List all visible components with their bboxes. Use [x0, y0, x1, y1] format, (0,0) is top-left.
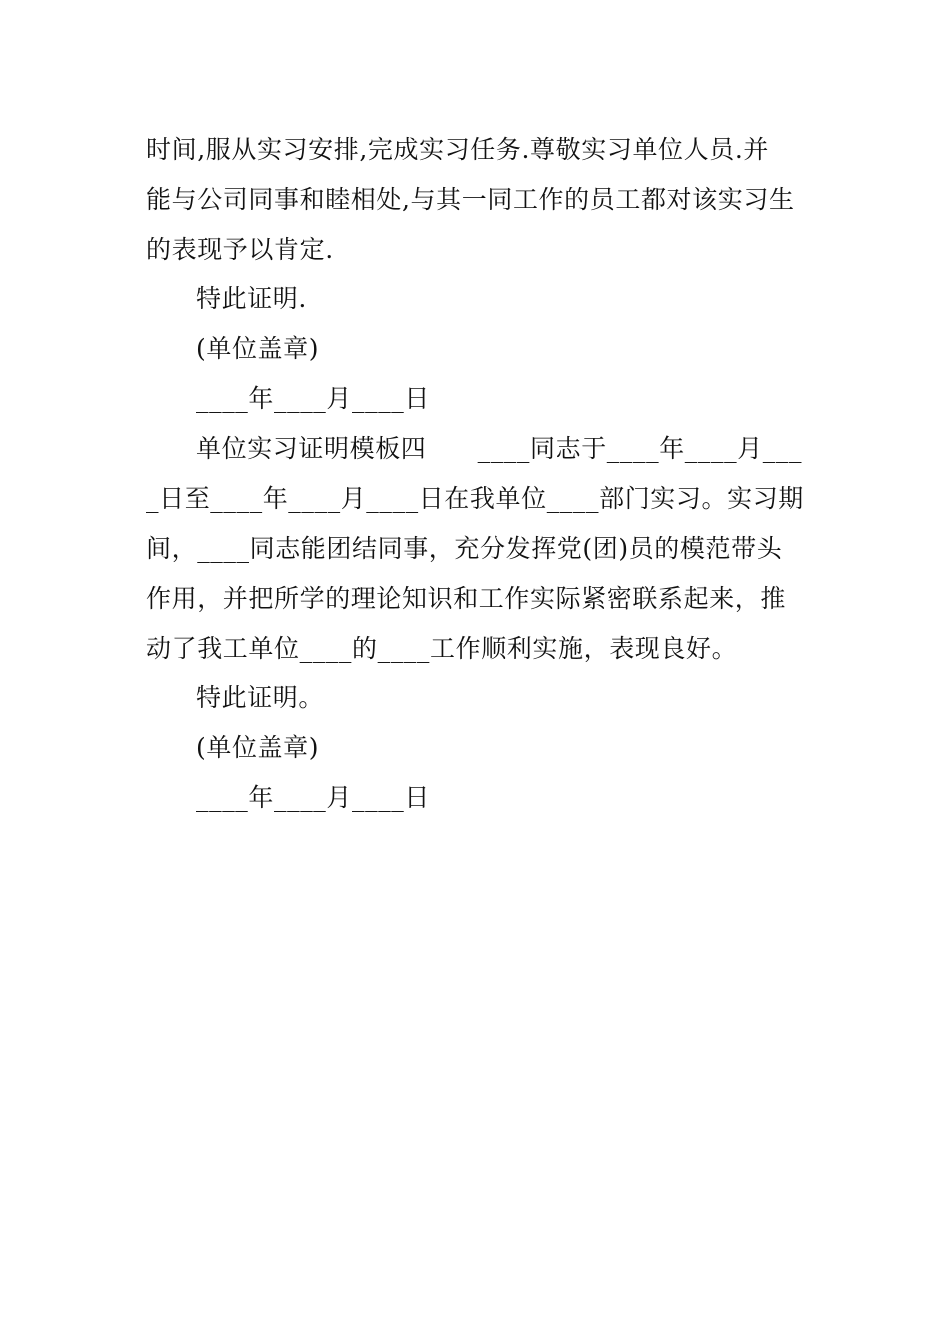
template-title-line: 单位实习证明模板四 ____同志于____年____月___ — [196, 434, 803, 463]
body-text-line: 时间,服从实习安排,完成实习任务.尊敬实习单位人员.并 — [146, 135, 769, 164]
body-text-line: 作用，并把所学的理论知识和工作实际紧密联系起来，推 — [146, 584, 787, 613]
body-text-line: 动了我工单位____的____工作顺利实施，表现良好。 — [146, 634, 738, 663]
date-blank-line: ____年____月____日 — [196, 384, 431, 413]
body-text-line: 间，____同志能团结同事，充分发挥党(团)员的模范带头 — [146, 534, 783, 563]
body-text-line: 的表现予以肯定. — [146, 235, 334, 264]
closing-statement: 特此证明。 — [196, 683, 325, 712]
seal-placeholder: (单位盖章) — [196, 334, 320, 363]
date-blank-line: ____年____月____日 — [196, 783, 431, 812]
body-text-line: _日至____年____月____日在我单位____部门实习。实习期 — [146, 484, 804, 513]
body-text-line: 能与公司同事和睦相处,与其一同工作的员工都对该实习生 — [146, 185, 795, 214]
seal-placeholder: (单位盖章) — [196, 733, 320, 762]
closing-statement: 特此证明. — [196, 284, 307, 313]
